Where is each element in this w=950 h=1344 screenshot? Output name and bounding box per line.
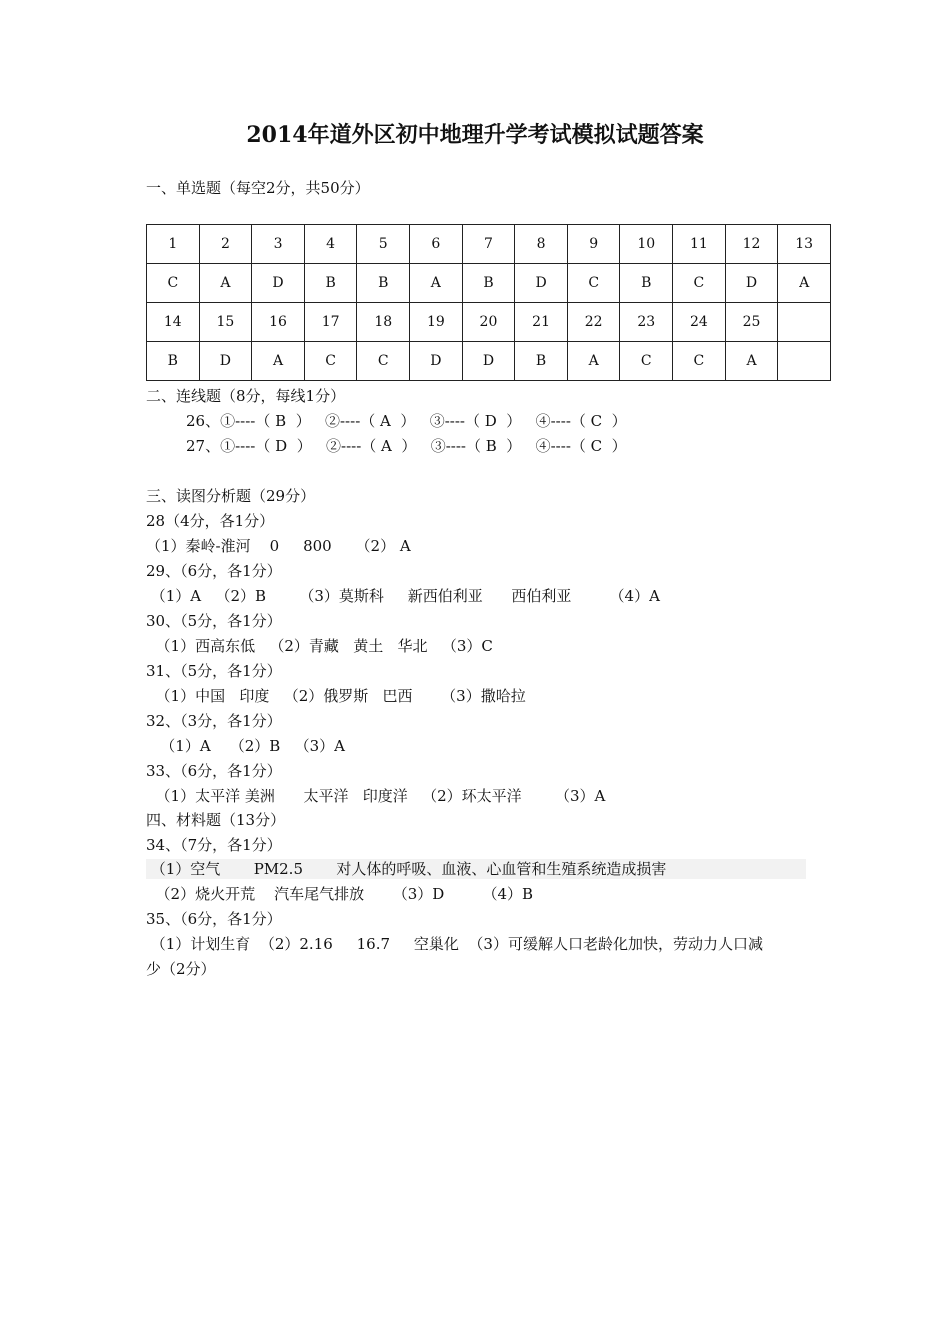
answer-line: （1）秦岭-淮河 0 800 （2） A	[146, 537, 411, 555]
table-cell: 12	[725, 225, 778, 264]
table-cell: B	[304, 264, 357, 303]
table-cell: C	[147, 264, 200, 303]
table-cell: 4	[304, 225, 357, 264]
table-cell: 14	[147, 303, 200, 342]
table-row	[147, 303, 831, 342]
table-cell: D	[410, 342, 463, 381]
table-cell: 18	[357, 303, 410, 342]
table-cell: 10	[620, 225, 673, 264]
table-cell: 5	[357, 225, 410, 264]
table-cell: 13	[778, 225, 831, 264]
table-cell: C	[673, 264, 726, 303]
table-cell: C	[304, 342, 357, 381]
table-cell: 24	[673, 303, 726, 342]
table-cell: C	[620, 342, 673, 381]
table-row	[147, 264, 831, 303]
answer-table	[146, 224, 831, 381]
table-cell: 7	[462, 225, 515, 264]
table-cell: A	[778, 264, 831, 303]
highlighted-answer-line: （1）空气 PM2.5 对人体的呼吸、血液、心血管和生殖系统造成损害	[146, 859, 806, 879]
answer-line: 35、（6分，各1分）	[146, 910, 282, 928]
answer-line: 29、（6分，各1分）	[146, 562, 282, 580]
answer-line: （1）中国 印度 （2）俄罗斯 巴西 （3）撒哈拉	[146, 687, 526, 705]
table-row	[147, 225, 831, 264]
table-cell: 2	[199, 225, 252, 264]
table-cell: 8	[515, 225, 568, 264]
table-row	[147, 342, 831, 381]
table-cell: C	[567, 264, 620, 303]
answer-line: （1）A （2）B （3）莫斯科 新西伯利亚 西伯利亚 （4）A	[146, 587, 660, 605]
table-cell: 20	[462, 303, 515, 342]
table-cell: 19	[410, 303, 463, 342]
answer-line: 33、（6分，各1分）	[146, 762, 282, 780]
table-cell	[778, 342, 831, 381]
table-cell: A	[410, 264, 463, 303]
section4-heading: 四、材料题（13分）	[146, 811, 286, 829]
table-cell: A	[567, 342, 620, 381]
table-cell: B	[147, 342, 200, 381]
answer-line: 31、（5分，各1分）	[146, 662, 282, 680]
section2-heading: 二、连线题（8分，每线1分）	[146, 387, 346, 405]
table-cell: A	[252, 342, 305, 381]
table-cell: B	[462, 264, 515, 303]
table-cell: 22	[567, 303, 620, 342]
table-cell: C	[673, 342, 726, 381]
table-cell: C	[357, 342, 410, 381]
table-cell: A	[725, 342, 778, 381]
table-cell: 3	[252, 225, 305, 264]
table-cell: 16	[252, 303, 305, 342]
answer-line: 28（4分，各1分）	[146, 512, 275, 530]
answer-line: （1）太平洋 美洲 太平洋 印度洋 （2）环太平洋 （3）A	[146, 787, 606, 805]
table-cell: B	[620, 264, 673, 303]
table-cell: 6	[410, 225, 463, 264]
table-cell: D	[199, 342, 252, 381]
table-cell: D	[462, 342, 515, 381]
table-cell: B	[357, 264, 410, 303]
answer-line: （2）烧火开荒 汽车尾气排放 （3）D （4）B	[146, 885, 534, 903]
table-cell: 25	[725, 303, 778, 342]
answer-line: （1）计划生育 （2）2.16 16.7 空巢化 （3）可缓解人口老龄化加快，劳动力人口减	[146, 935, 763, 953]
matching-answer-line: 27、①----（ D ） ②----（ A ） ③----（ B ） ④----（ C ）	[186, 437, 627, 455]
table-cell: A	[199, 264, 252, 303]
answer-line: （1）A （2）B （3）A	[146, 737, 345, 755]
table-cell: 15	[199, 303, 252, 342]
table-cell: D	[725, 264, 778, 303]
answer-line: （1）西高东低 （2）青藏 黄土 华北 （3）C	[146, 637, 493, 655]
table-cell	[778, 303, 831, 342]
page-title: 2014年道外区初中地理升学考试模拟试题答案	[246, 122, 704, 148]
section1-heading: 一、单选题（每空2分，共50分）	[146, 179, 370, 197]
table-cell: 23	[620, 303, 673, 342]
answer-line: 30、（5分，各1分）	[146, 612, 282, 630]
table-cell: 9	[567, 225, 620, 264]
answer-line: 少（2分）	[146, 960, 216, 978]
table-cell: 17	[304, 303, 357, 342]
section3-heading: 三、读图分析题（29分）	[146, 487, 316, 505]
table-cell: 21	[515, 303, 568, 342]
table-cell: B	[515, 342, 568, 381]
answer-line: 32、（3分，各1分）	[146, 712, 282, 730]
table-cell: D	[252, 264, 305, 303]
table-cell: 1	[147, 225, 200, 264]
table-cell: D	[515, 264, 568, 303]
table-cell: 11	[673, 225, 726, 264]
answer-line: 34、（7分，各1分）	[146, 836, 282, 854]
matching-answer-line: 26、①----（ B ） ②----（ A ） ③----（ D ） ④----（ C ）	[186, 412, 627, 430]
